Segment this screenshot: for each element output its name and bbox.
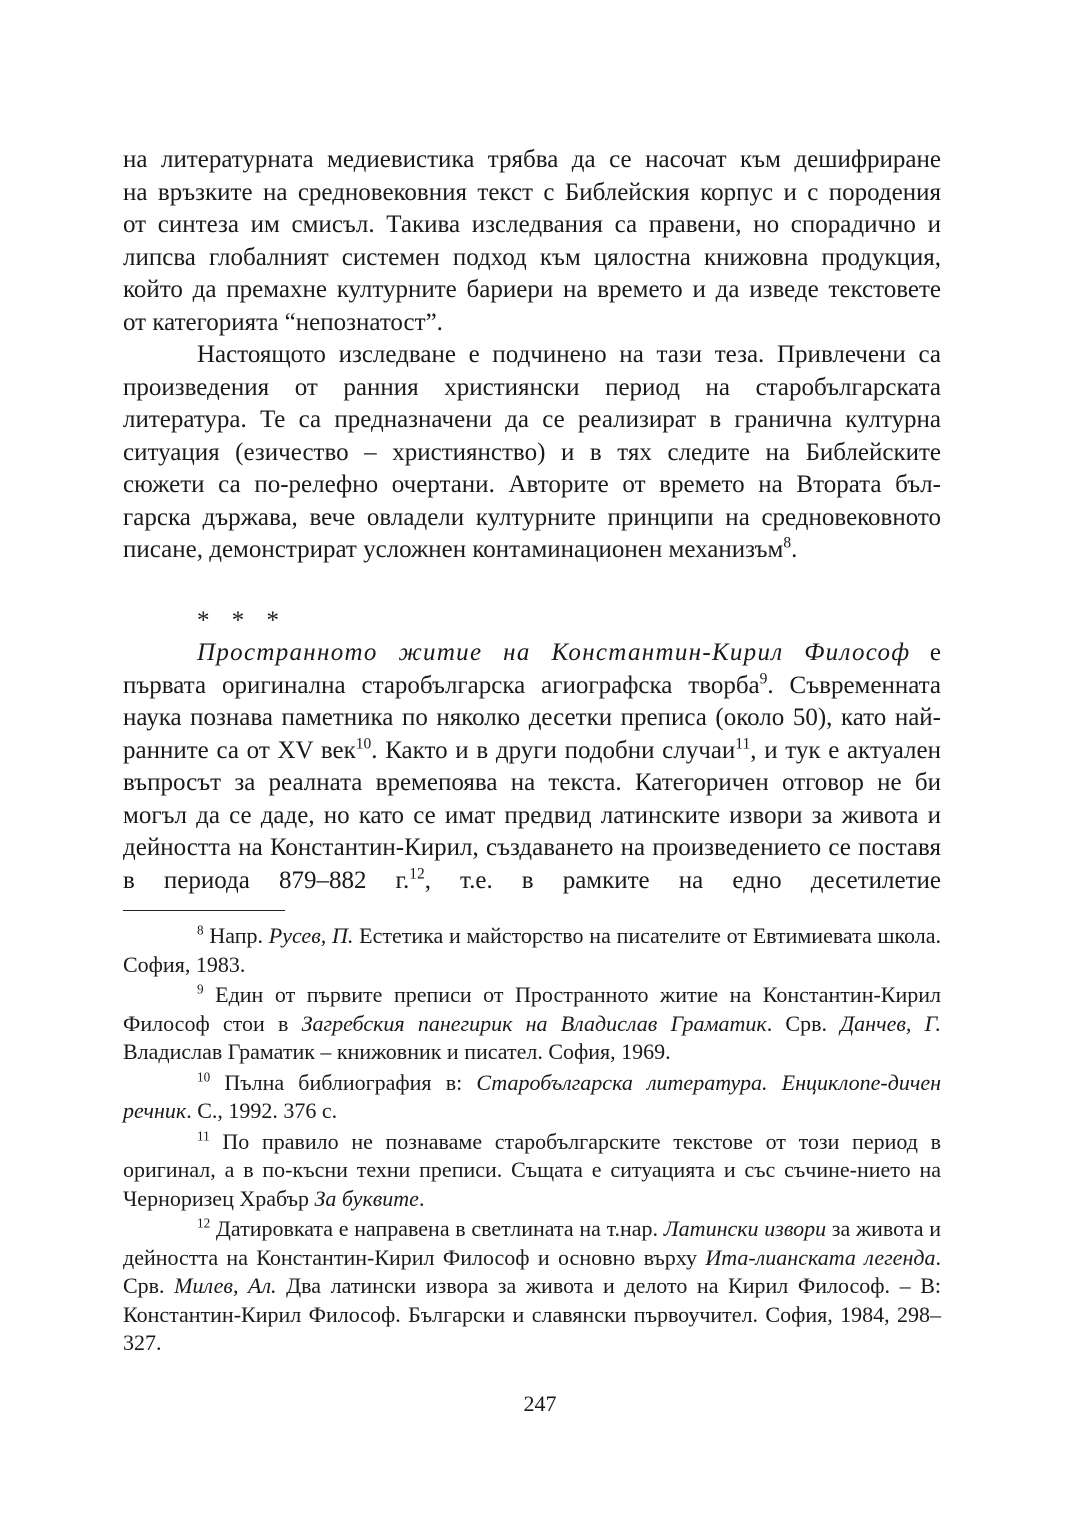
- work-title: Пространното житие на Константин-Кирил Философ: [197, 639, 911, 666]
- page-content: [123, 144, 941, 1360]
- paragraph-1: [123, 144, 941, 339]
- section-separator: * * *: [197, 606, 287, 634]
- footnote-11: [123, 1128, 941, 1214]
- paragraph-3: [123, 637, 941, 897]
- footnote-text: . Срв.: [123, 1244, 941, 1298]
- footnote-ref-10[interactable]: 10: [355, 735, 372, 753]
- line: на връзките на средновековния текст с Библейския корпус и с породения: [123, 178, 941, 206]
- footnote-10: [123, 1069, 941, 1126]
- paragraph-3-text-3: . Както и в други подобни случаи: [371, 736, 736, 764]
- footnote-number: 8: [197, 922, 204, 938]
- footnote-divider: [123, 910, 285, 911]
- footnote-number: 10: [197, 1069, 211, 1085]
- footnote-title: Загребския панегирик на Владислав Граматик: [301, 1010, 767, 1036]
- footnote-author: Русев, П.: [268, 923, 354, 948]
- footnote-number: 9: [197, 981, 204, 997]
- footnote-number: 11: [197, 1128, 210, 1144]
- footnote-title: Старобългарска литература. Енциклопе-дичен речник: [123, 1069, 941, 1123]
- footnote-text: Владислав Граматик – книжовник и писател. София, 1969.: [123, 1039, 671, 1064]
- footnote-text: Два латински извора за живота и делото на Кирил Философ. – В: Константин-Кирил Философ. Български и славянски първоучител. София, 1984, 298–327.: [123, 1273, 942, 1355]
- footnote-ref-11[interactable]: 11: [735, 735, 751, 753]
- footnote-text: Пълна библиография в:: [210, 1069, 477, 1095]
- footnotes: [123, 922, 941, 1358]
- line: който да премахне културните бариери на времето и да изведе текстовете: [123, 276, 941, 303]
- footnote-text: . С., 1992. 376 с.: [186, 1098, 338, 1123]
- footnote-number: 12: [197, 1215, 211, 1231]
- footnote-text: . Срв.: [766, 1010, 841, 1036]
- paragraph-2: [123, 339, 941, 567]
- line: на литературната медиевистика трябва да се насочат към дешифриране: [123, 146, 941, 173]
- body-text: [123, 144, 941, 897]
- footnote-title: За буквите: [314, 1185, 419, 1211]
- footnote-12: [123, 1215, 941, 1358]
- line: липсва глобалният системен подход към цялостна книжовна продукция,: [123, 243, 941, 271]
- paragraph-2-end: .: [791, 536, 798, 563]
- paragraph-2-text: Настоящото изследване е подчинено на тази теза. Привлечени са произведения от ранния християнски период на старобългарската литература. Те са предназначени да се реализират в гранична културна ситуация (езичество – християнство) и в тях следите на Библейските сюжети са по-релефно очертани. Авторите от времето на Втората бъл-гарска държава, вече овладели културните принципи на средновековното писане, демонстрират усложнен контаминационен механизъм: [123, 341, 941, 563]
- page-number: 247: [523, 1391, 557, 1416]
- footnote-text: Естетика и майсторство на писателите от Евтимиевата школа. София, 1983.: [123, 923, 941, 977]
- paragraph-3-text-4: , и тук е актуален въпросът за реалната времепоява на текста. Категоричен отговор не би могъл да се даде, но като се имат предвид латинските извори за живота и дейността на Константин-Кирил, създаването на произведението се поставя в периода 879–882 г.: [123, 736, 941, 894]
- footnote-text: Датировката е направена в светлината на т.нар.: [210, 1216, 664, 1241]
- footnote-author: Милев, Ал.: [174, 1273, 277, 1298]
- footnote-8: [123, 922, 941, 979]
- paragraph-3-text-5: , т.е. в рамките на едно десетилетие: [424, 866, 941, 894]
- line: от категорията “непознатост”.: [123, 308, 443, 336]
- footnote-text: По правило не познаваме старобългарските текстове от този период в оригинал, а в по-късни техни преписи. Същата е ситуацията и със съчине-нието на Черноризец Храбър: [123, 1128, 941, 1211]
- footnote-ref-8[interactable]: 8: [783, 534, 792, 552]
- footnote-9: [123, 981, 941, 1067]
- paragraph-3-text-1: е първата оригинална старобългарска агиографска творба: [123, 639, 941, 699]
- footnote-text: Напр.: [203, 923, 269, 948]
- paragraph-3-text-2: . Съвременната наука познава паметника по няколко десетки преписа (около 50), като най-ранните са от XV век: [123, 671, 942, 764]
- footnote-ref-12[interactable]: 12: [409, 865, 425, 883]
- footnote-ref-9[interactable]: 9: [759, 670, 768, 688]
- footnote-title: Латински извори: [663, 1216, 827, 1241]
- footnote-title: Ита-лианската легенда: [705, 1244, 936, 1270]
- footnote-text: .: [418, 1185, 425, 1211]
- footnote-author: Данчев, Г.: [840, 1010, 941, 1036]
- footnote-text: Един от първите преписи от Пространното житие на Константин-Кирил Философ стои в: [123, 982, 941, 1036]
- footnote-text: за живота и дейността на Константин-Кирил Философ и основно върху: [123, 1216, 942, 1270]
- line: от синтеза им смисъл. Такива изследвания са правени, но спорадично и: [123, 211, 941, 238]
